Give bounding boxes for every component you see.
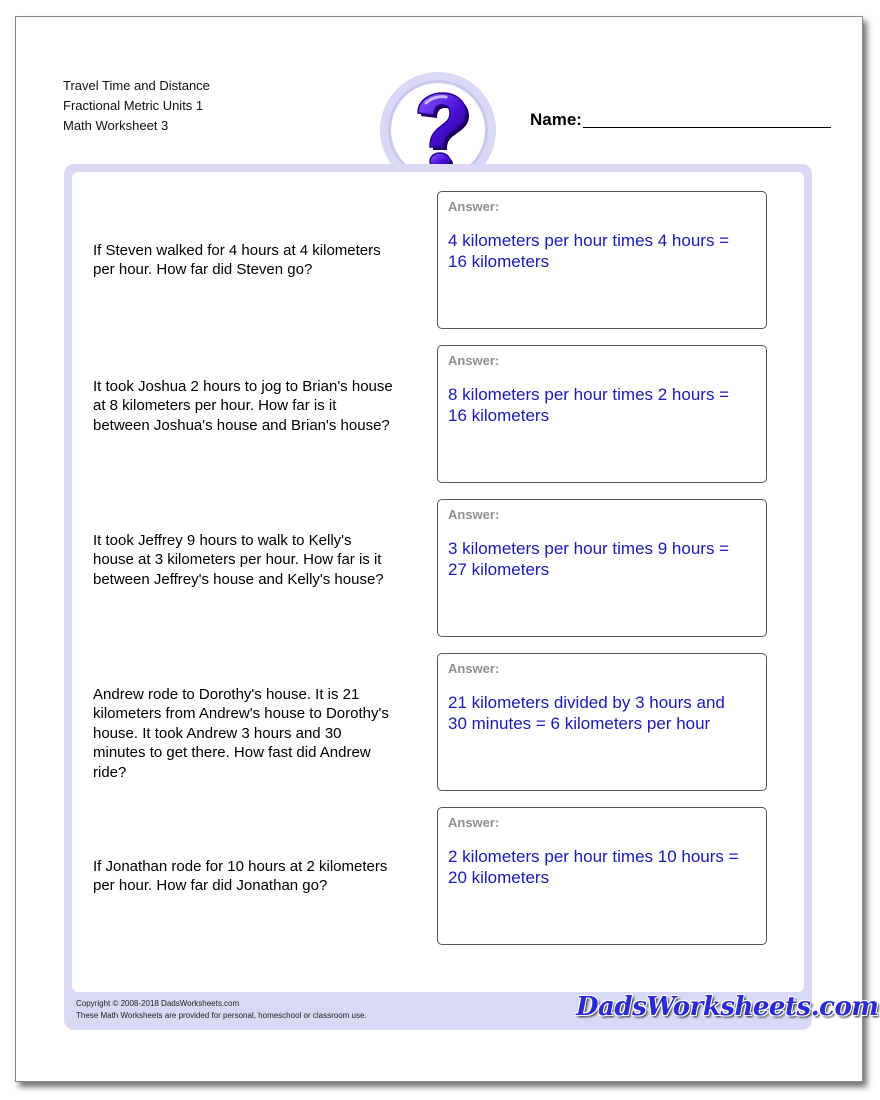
answer-text: 3 kilometers per hour times 9 hours = 27 kilometers: [448, 539, 730, 580]
answer-box-3[interactable]: [437, 499, 767, 637]
problem-1-question: If Steven walked for 4 hours at 4 kilometers per hour. How far did Steven go?: [93, 242, 381, 279]
problem-5-question: If Jonathan rode for 10 hours at 2 kilometers per hour. How far did Jonathan go?: [93, 858, 388, 895]
title-line-1: Travel Time and Distance: [63, 78, 210, 93]
answer-text: 4 kilometers per hour times 4 hours = 16 kilometers: [448, 231, 730, 272]
problems-frame: [64, 164, 879, 1030]
answer-box-5[interactable]: [437, 807, 767, 945]
answer-label: Answer:: [448, 353, 500, 368]
question-mark-icon: [400, 88, 476, 172]
answer-box-4[interactable]: [437, 653, 767, 791]
answer-box-1[interactable]: [437, 191, 767, 329]
title-line-2: Fractional Metric Units 1: [63, 98, 204, 113]
footer-copyright: [76, 998, 367, 1022]
answer-label: Answer:: [448, 815, 500, 830]
problem-4-question: Andrew rode to Dorothy's house. It is 21 kilometers from Andrew's house to Dorothy's house. It took Andrew 3 hours and 30 minutes to get there. How fast did Andrew ride?: [93, 686, 389, 781]
problem-2-question: It took Joshua 2 hours to jog to Brian's house at 8 kilometers per hour. How far is it between Joshua's house and Brian's house?: [93, 378, 393, 434]
answer-text: 21 kilometers divided by 3 hours and 30 minutes = 6 kilometers per hour: [448, 693, 725, 734]
name-label: Name:: [530, 110, 582, 129]
problems-area: [72, 172, 804, 992]
answer-label: Answer:: [448, 661, 500, 676]
title-line-3: Math Worksheet 3: [63, 118, 169, 133]
name-input-line[interactable]: [583, 127, 831, 128]
usage-notice: These Math Worksheets are provided for personal, homeschool or classroom use.: [76, 1011, 367, 1020]
problem-3-question: It took Jeffrey 9 hours to walk to Kelly's house at 3 kilometers per hour. How far is it between Jeffrey's house and Kelly's house?: [93, 532, 384, 588]
worksheet-title: [63, 76, 210, 136]
copyright-text: Copyright © 2008-2018 DadsWorksheets.com: [76, 999, 240, 1008]
answer-text: 8 kilometers per hour times 2 hours = 16 kilometers: [448, 385, 730, 426]
answer-label: Answer:: [448, 199, 500, 214]
dadsworksheets-logo: DadsWorksheets.com: [576, 992, 879, 1022]
answer-box-2[interactable]: [437, 345, 767, 483]
answer-label: Answer:: [448, 507, 500, 522]
answer-text: 2 kilometers per hour times 10 hours = 20 kilometers: [448, 847, 739, 888]
